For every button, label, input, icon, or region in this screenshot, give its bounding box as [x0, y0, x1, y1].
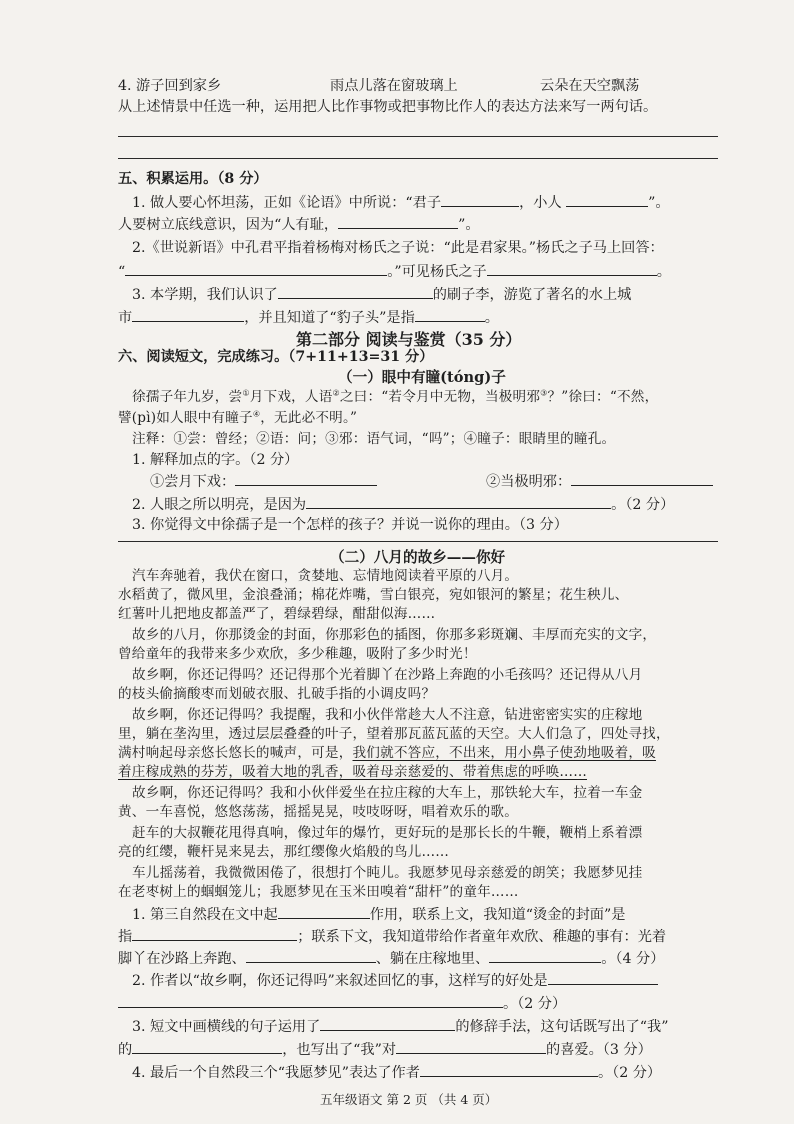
text: ？”徐曰：“不然，: [547, 389, 659, 405]
footnote-mark: ②: [332, 388, 340, 398]
page-footer: 五年级语文 第 2 页 （共 4 页）: [320, 1092, 498, 1107]
footnote-mark: ④: [252, 409, 261, 419]
passage2-line: 亮的红缨，鞭杆晃来晃去，那红缨像火焰般的鸟儿……: [118, 844, 450, 860]
text: 作用，联系上文，我知道“烫金的封面”是: [369, 907, 626, 923]
p2-q1-line3: [118, 948, 664, 969]
passage2-line: 车儿摇荡着，我微微困倦了，很想打个盹儿。我愿梦见母亲慈爱的朗笑；我愿梦见挂: [132, 865, 643, 881]
passage2-line: 曾给童年的我带来多少欢欣，多少稚趣，吸附了多少时光！: [118, 646, 477, 662]
s6-q2: [132, 494, 674, 515]
passage2-line: 故乡啊，你还记得吗？我和小伙伴爱坐在拉庄稼的大车上，那铁轮大车，拉着一车金: [132, 785, 643, 801]
p2-q2-line2: [118, 993, 566, 1014]
p2-q2-line1: [132, 970, 658, 991]
footnote-mark: ③: [540, 388, 548, 398]
text: 。: [656, 264, 671, 280]
section5-heading: 五、积累运用。（8 分）: [118, 171, 268, 187]
text: ”。: [458, 217, 480, 233]
text: 3. 短文中画横线的句子运用了: [132, 1019, 321, 1035]
s5-q3-line1: [132, 284, 631, 305]
footnote-mark: ①: [242, 388, 250, 398]
blank-field[interactable]: [396, 1039, 546, 1054]
passage2-line: 汽车奔驰着，我伏在窗口，贪婪地、忘情地阅读着平原的八月。: [132, 568, 519, 584]
text: 。（2 分）: [503, 996, 567, 1012]
s5-q2-line2: [118, 261, 671, 282]
text: 市: [118, 310, 133, 326]
text: ，小人: [519, 195, 562, 211]
s5-q2-line1: 2.《世说新语》中孔君平指着杨梅对杨氏之子说：“此是君家果。”杨氏之子马上回答：: [132, 240, 664, 256]
blank-field[interactable]: [548, 970, 658, 985]
text: 1. 第三自然段在文中起: [132, 907, 278, 923]
text: 譬(pì)如人眼中有瞳子: [118, 410, 253, 426]
text: 。（4 分）: [601, 951, 665, 967]
q4-option-2: 雨点儿落在窗玻璃上: [330, 78, 458, 94]
text: 脚丫在沙路上奔跑、: [118, 951, 246, 967]
text: 1. 做人要心怀坦荡，正如《论语》中所说：“君子: [132, 195, 442, 211]
text: 月下戏，人语: [249, 389, 333, 405]
text: 之曰：“若令月中无物，当极明邪: [339, 389, 541, 405]
text: ；联系下文，我知道带给作者童年欢欣、稚趣的事有：光着: [297, 929, 667, 945]
s6-q1: 1. 解释加点的字。（2 分）: [132, 452, 299, 468]
text: 。（2 分）: [611, 497, 675, 513]
text: 。: [484, 310, 499, 326]
passage2-line: 里，躺在垄沟里，透过层层叠叠的叶子，望着那瓦蓝瓦蓝的天空。大人们急了，四处寻找，: [118, 726, 670, 742]
text: ，也写出了“我”对: [282, 1042, 397, 1058]
text: 。”可见杨氏之子: [387, 264, 487, 280]
passage2-line: 故乡啊，你还记得吗？我提醒，我和小伙伴常趁大人不注意，钻进密密实实的庄稼地: [132, 707, 643, 723]
passage2-line: 红薯叶儿把地皮都盖严了，碧绿碧绿，酣甜似海……: [118, 606, 436, 622]
text: ①尝月下戏：: [150, 474, 236, 490]
text: ”。: [648, 195, 670, 211]
p2-q3-line1: [132, 1016, 668, 1037]
blank-field[interactable]: [487, 261, 657, 276]
text: 2. 作者以“故乡啊，你还记得吗”来叙述回忆的事，这样写的好处是: [132, 973, 548, 989]
part2-title: 第二部分 阅读与鉴赏（35 分）: [296, 330, 522, 349]
s5-q3-line2: [118, 307, 499, 328]
blank-field[interactable]: [566, 192, 648, 207]
text: 2. 人眼之所以明亮，是因为: [132, 497, 307, 513]
blank-field[interactable]: [320, 1016, 455, 1031]
passage1-line2: [118, 408, 357, 428]
text: 4. 最后一个自然段三个“我愿梦见”表达了作者: [132, 1065, 420, 1081]
s6-q3: 3. 你觉得文中徐孺子是一个怎样的孩子？并说一说你的理由。（3 分）: [132, 517, 568, 533]
s5-q1-line2: [118, 214, 480, 235]
passage1-line1: [132, 387, 658, 407]
passage2-line: 故乡的八月，你那烫金的封面，你那彩色的插图，你那多彩斑斓、丰厚而充实的文字，: [132, 627, 657, 643]
passage1-title: （一）眼中有瞳(tóng)子: [338, 369, 506, 386]
passage2-line: 在老枣树上的蝈蝈笼儿；我愿梦见在玉米田嗅着“甜杆”的童年……: [118, 884, 519, 900]
blank-field[interactable]: [278, 904, 370, 919]
passage2-line: 水稻黄了，微风里，金浪叠涌；棉花炸嘴，雪白银亮，宛如银河的繁星；花生秧儿、: [118, 587, 629, 603]
text: 的: [118, 1042, 133, 1058]
text: 的刷子李，游览了著名的水上城: [432, 287, 632, 303]
p2-q3-line2: [118, 1039, 652, 1060]
q4-instruction: 从上述情景中任选一种，运用把人比作事物或把事物比作人的表达方法来写一两句话。: [118, 99, 658, 115]
answer-line[interactable]: [118, 136, 718, 137]
passage2-line: [118, 743, 656, 763]
passage2-line: 的枝头偷摘酸枣而划破衣服、扎破手指的小调皮吗？: [118, 686, 436, 702]
p2-q1-line2: [118, 926, 666, 947]
passage2-line: 黄、一车喜悦，悠悠荡荡，摇摇晃晃，吱吱呀呀，唱着欢乐的歌。: [118, 804, 519, 820]
blank-field[interactable]: [571, 471, 713, 486]
s6-q1-a: [150, 471, 377, 492]
text: 、躺在庄稼地里、: [375, 951, 490, 967]
blank-field[interactable]: [132, 926, 297, 941]
blank-field[interactable]: [441, 192, 519, 207]
p2-q4: [132, 1062, 661, 1083]
answer-line[interactable]: [118, 541, 718, 542]
text: 。（2 分）: [597, 1065, 662, 1081]
q4-option-3: 云朵在天空飘荡: [540, 78, 640, 94]
passage2-line: 故乡啊，你还记得吗？还记得那个光着脚丫在沙路上奔跑的小毛孩吗？还记得从八月: [132, 667, 643, 683]
p2-q1-line1: [132, 904, 625, 925]
q4-option-1: 4. 游子回到家乡: [118, 78, 222, 94]
passage2-title: （二）八月的故乡——你好: [330, 549, 506, 566]
blank-field[interactable]: [132, 1039, 282, 1054]
blank-field[interactable]: [235, 471, 377, 486]
underlined-sentence: 着庄稼成熟的芬芳，吸着大地的乳香，吸着母亲慈爱的、带着焦虑的呼唤……: [118, 764, 587, 780]
text: 人要树立底线意识，因为“人有耻，: [118, 217, 339, 233]
blank-field[interactable]: [338, 214, 458, 229]
text: 3. 本学期，我们认识了: [132, 287, 278, 303]
blank-field[interactable]: [306, 494, 611, 509]
text: 徐孺子年九岁，尝: [132, 389, 243, 405]
blank-field[interactable]: [246, 948, 376, 963]
passage2-line: 赶车的大叔鞭花甩得真响，像过年的爆竹，更好玩的是那长长的牛鞭，鞭梢上系着漂: [132, 825, 643, 841]
text: 的喜爱。（3 分）: [546, 1042, 652, 1058]
text: 满村响起母亲悠长悠长的喊声，可是，: [118, 745, 353, 761]
s6-q1-b: [486, 471, 713, 492]
text: 指: [118, 929, 133, 945]
blank-field[interactable]: [278, 284, 433, 299]
blank-field[interactable]: [118, 993, 503, 1008]
text: ②当极明邪：: [486, 474, 572, 490]
text: 的修辞手法，这句话既写出了“我”: [455, 1019, 669, 1035]
blank-field[interactable]: [415, 307, 485, 322]
blank-field[interactable]: [132, 307, 244, 322]
blank-field[interactable]: [489, 948, 601, 963]
blank-field[interactable]: [125, 261, 387, 276]
text: “: [118, 264, 126, 280]
blank-field[interactable]: [420, 1062, 598, 1077]
text: ，无此必不明。”: [260, 410, 358, 426]
underlined-sentence: 我们就不答应，不出来，用小鼻子使劲地吸着，吸: [352, 745, 656, 761]
passage1-notes: 注释：①尝：曾经；②语：问；③邪：语气词，“吗”；④瞳子：眼睛里的瞳孔。: [132, 431, 616, 447]
answer-line[interactable]: [118, 158, 718, 159]
s5-q1-line1: [132, 192, 670, 213]
text: ，并且知道了“豹子头”是指: [244, 310, 415, 326]
section6-heading: 六、阅读短文，完成练习。（7+11+13=31 分）: [118, 349, 434, 365]
